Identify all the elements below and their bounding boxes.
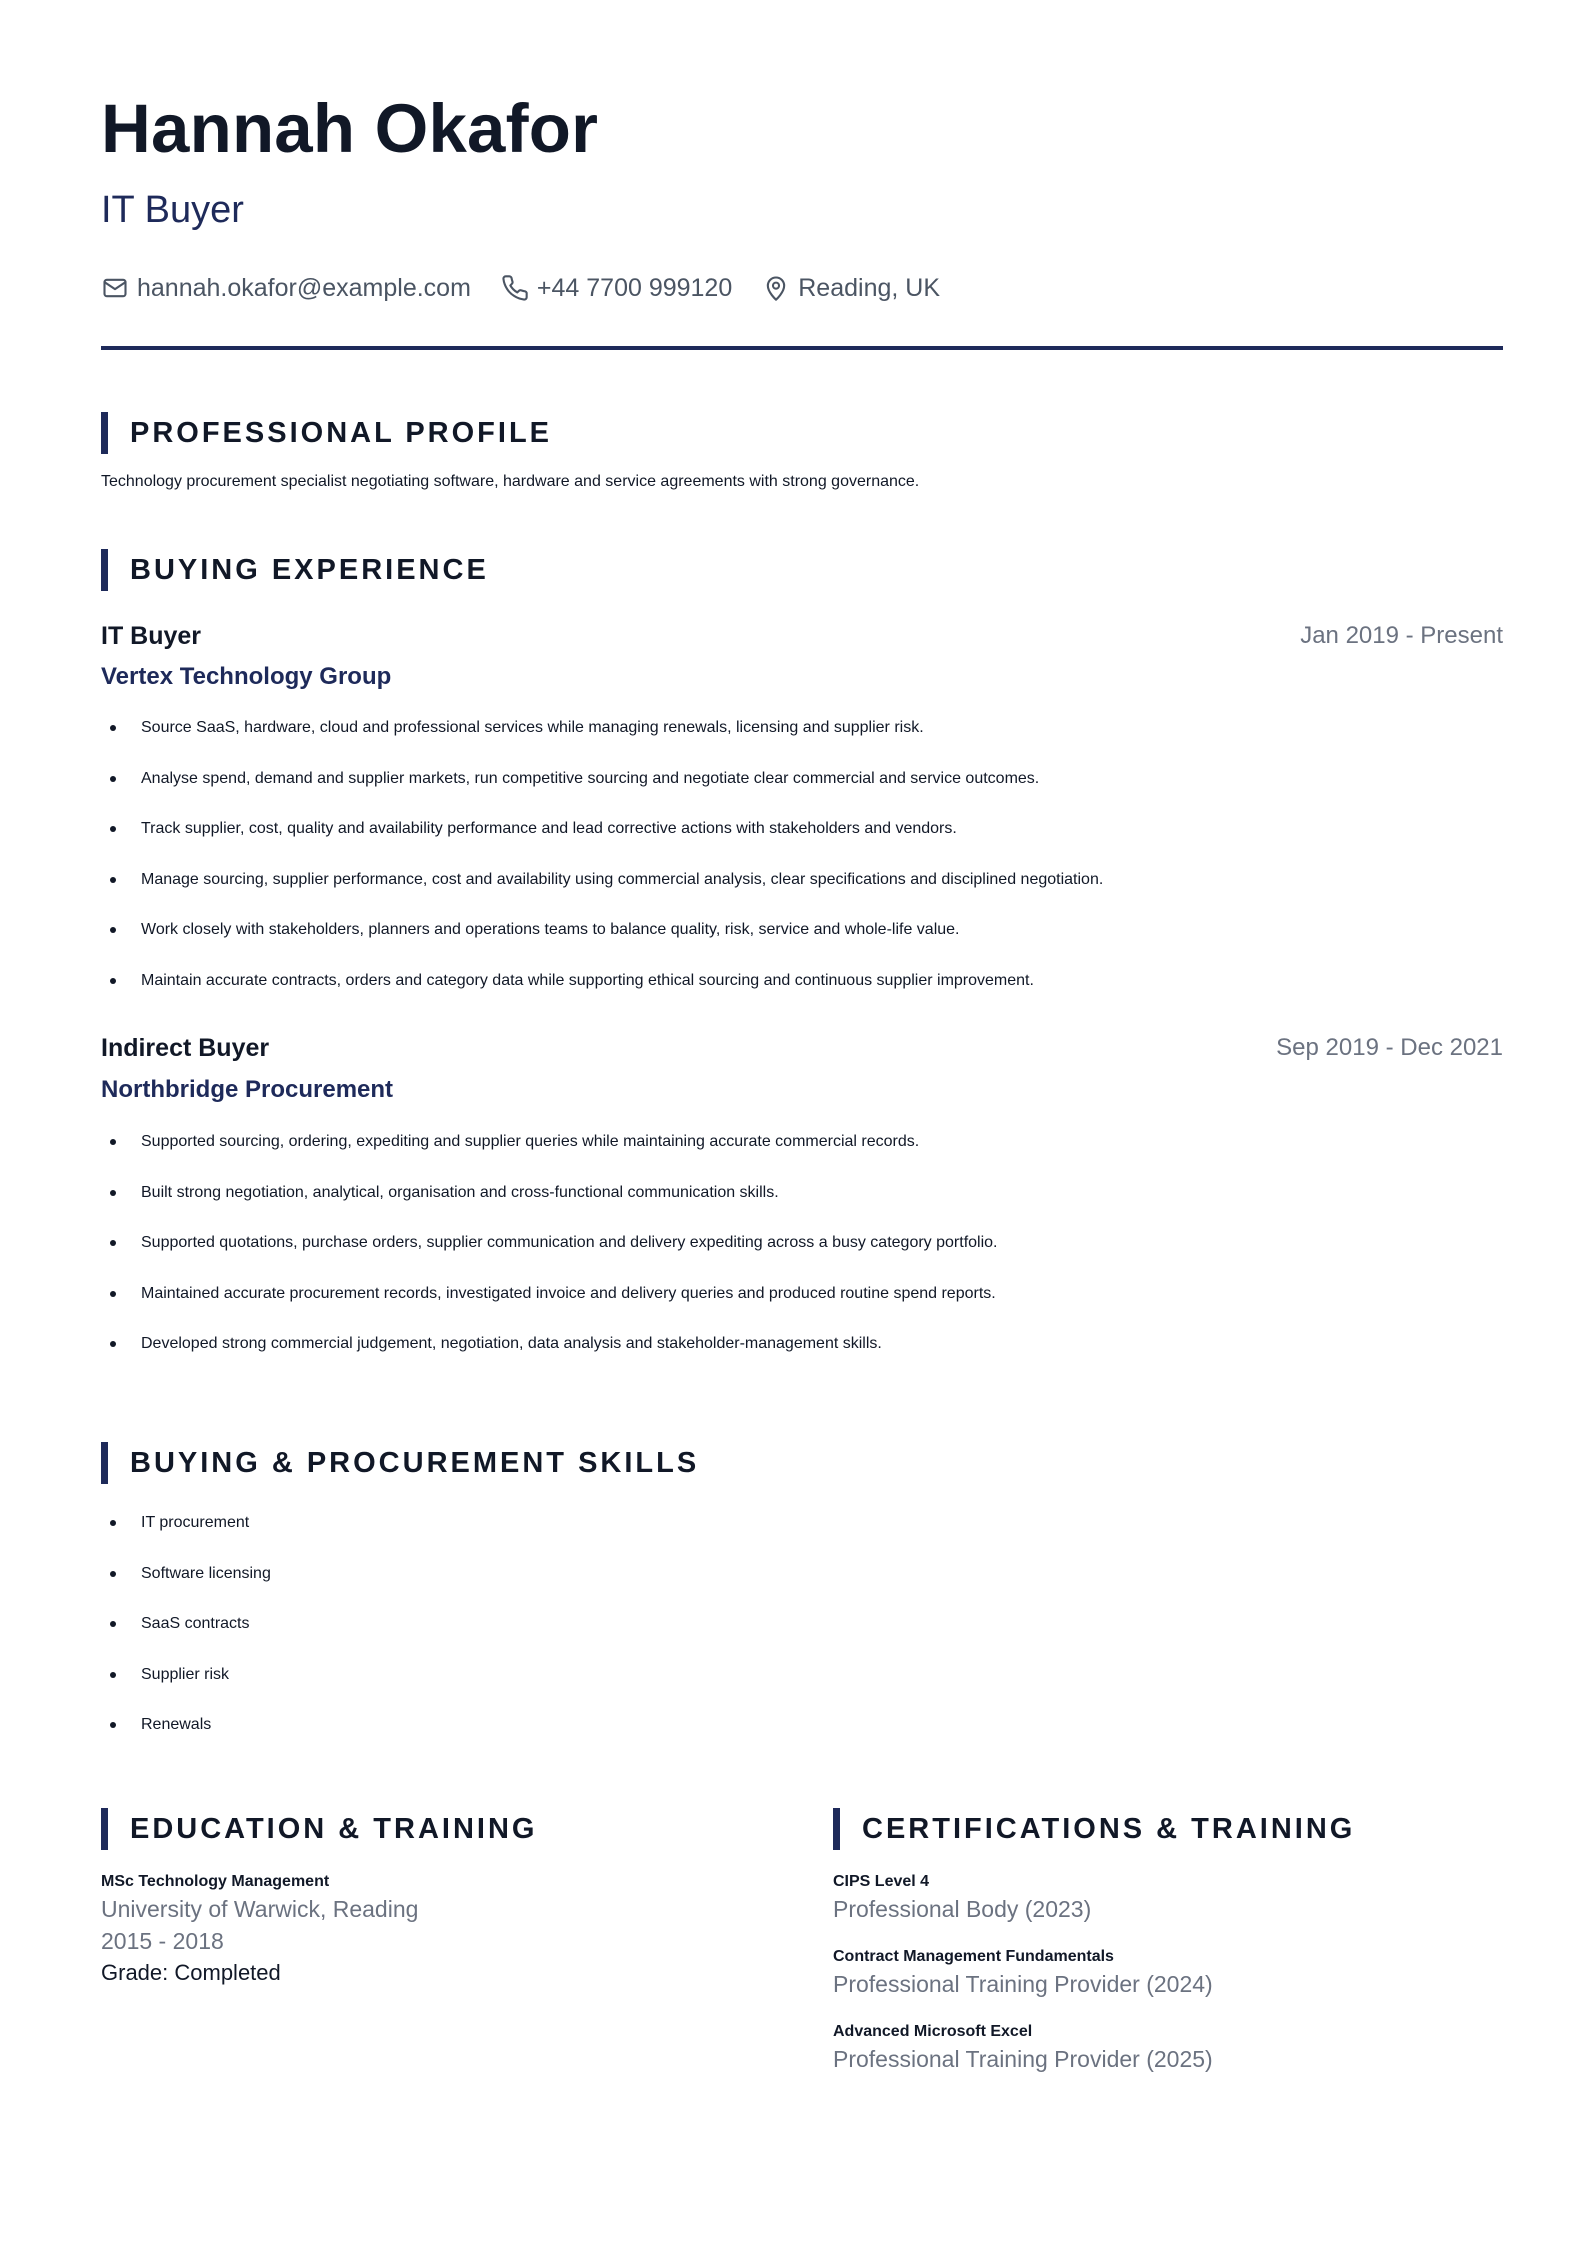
job-bullets [101,1130,997,1383]
list-item: Work closely with stakeholders, planners and operations teams to balance quality, risk, service and whole-life value. [101,918,1103,969]
candidate-name: Hannah Okafor [101,90,599,167]
contact-bar [101,270,970,306]
list-item: Maintained accurate procurement records, investigated invoice and delivery queries and produced routine spend reports. [101,1282,997,1333]
header-divider [101,346,1503,350]
list-item: Source SaaS, hardware, cloud and professional services while managing renewals, licensing and supplier risk. [101,716,1103,767]
list-item: Track supplier, cost, quality and availability performance and lead corrective actions with stakeholders and vendors. [101,817,1103,868]
section-title: PROFESSIONAL PROFILE [130,416,553,449]
section-title: EDUCATION & TRAINING [130,1812,538,1845]
certification-issuer: Professional Body (2023) [833,1896,1092,1922]
education-entry [101,1871,741,1989]
certification-entry [833,1946,1503,2000]
section-title: CERTIFICATIONS & TRAINING [862,1812,1356,1845]
section-accent-bar [101,1808,108,1850]
certification-name: Contract Management Fundamentals [833,1948,1114,1965]
list-item: Manage sourcing, supplier performance, cost and availability using commercial analysis, clear specifications and disciplined negotiation. [101,868,1103,919]
skill-item: Supplier risk [101,1663,271,1714]
list-item: Maintain accurate contracts, orders and category data while supporting ethical sourcing and continuous supplier improvement. [101,969,1103,1020]
job-title: Indirect Buyer [101,1034,270,1062]
job-title: IT Buyer [101,622,202,650]
contact-phone [501,270,732,306]
skill-item: SaaS contracts [101,1612,271,1663]
certification-issuer: Professional Training Provider (2025) [833,2046,1213,2072]
list-item: Analyse spend, demand and supplier markets, run competitive sourcing and negotiate clear commercial and service outcomes. [101,767,1103,818]
job-company: Vertex Technology Group [101,663,392,690]
certification-name: Advanced Microsoft Excel [833,2023,1033,2040]
contact-email [101,270,471,306]
section-experience-heading [101,549,489,591]
section-accent-bar [101,549,108,591]
list-item: Built strong negotiation, analytical, organisation and cross-functional communication skills. [101,1181,997,1232]
job-dates: Jan 2019 - Present [1300,622,1503,649]
job-company: Northbridge Procurement [101,1076,394,1103]
education-grade: Grade: Completed [101,1960,281,1985]
section-accent-bar [101,1442,108,1484]
location-text: Reading, UK [798,274,940,302]
skills-list [101,1511,271,1764]
skill-item: IT procurement [101,1511,271,1562]
certification-name: CIPS Level 4 [833,1873,930,1890]
job-bullets [101,716,1103,1019]
section-education-heading [101,1808,537,1850]
map-pin-icon [762,274,790,302]
skill-item: Renewals [101,1713,271,1764]
school-name: University of Warwick, Reading [101,1896,419,1922]
certification-entry [833,1871,1503,1925]
candidate-role: IT Buyer [101,189,244,231]
section-certifications-heading [833,1808,1355,1850]
skill-item: Software licensing [101,1562,271,1613]
contact-location [762,270,940,306]
degree-title: MSc Technology Management [101,1873,330,1890]
certification-entry [833,2021,1503,2075]
list-item: Supported sourcing, ordering, expediting and supplier queries while maintaining accurate commercial records. [101,1130,997,1181]
email-text[interactable]: hannah.okafor@example.com [137,274,471,302]
mail-icon [101,274,129,302]
job-dates: Sep 2019 - Dec 2021 [1276,1034,1503,1061]
phone-text[interactable]: +44 7700 999120 [536,274,733,302]
list-item: Supported quotations, purchase orders, supplier communication and delivery expediting across a busy category portfolio. [101,1231,997,1282]
section-accent-bar [833,1808,840,1850]
certification-issuer: Professional Training Provider (2024) [833,1971,1213,1997]
profile-summary: Technology procurement specialist negotiating software, hardware and service agreements with strong governance. [101,473,920,490]
list-item: Developed strong commercial judgement, negotiation, data analysis and stakeholder-management skills. [101,1332,997,1383]
section-title: BUYING & PROCUREMENT SKILLS [130,1446,700,1479]
phone-icon [501,274,529,302]
section-skills-heading [101,1442,699,1484]
education-dates: 2015 - 2018 [101,1928,224,1954]
section-profile-heading [101,412,552,454]
section-accent-bar [101,412,108,454]
section-title: BUYING EXPERIENCE [130,553,489,586]
